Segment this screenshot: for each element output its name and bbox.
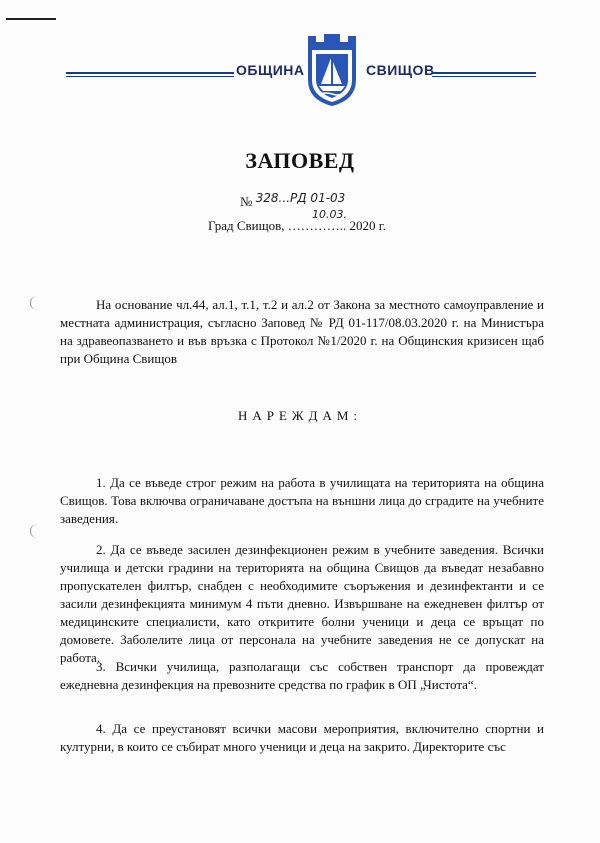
order-item-text: 2. Да се въведе засилен дезинфекционен режим в учебните заведения. Всички училища и детски градини на територията на община Свищов да въведат незабавно пропускателен филтър, снабден с необходимите съоръжения и дезинфектанти и се засили дезинфекцията минимум 4 пъти дневно. Извършване на ежедневен филтър от медицинските специалисти, като откритите болни ученици и деца се връщат по домовете. Заболелите лица от персонала на учебните заведения не се допускат на работа. bbox=[60, 542, 544, 665]
scan-artifact bbox=[6, 18, 56, 20]
order-item-text: 3. Всички училища, разполагащи със собствен транспорт да провеждат ежедневна дезинфекция на превозните средства по график в ОП „Чистота“. bbox=[60, 659, 544, 692]
order-item-text: 1. Да се въведе строг режим на работа в училищата на територията на община Свищов. Това включва ограничаване достъпа на външни лица до сградите на учебните заведения. bbox=[60, 475, 544, 526]
city-date-line bbox=[208, 208, 386, 234]
order-item bbox=[60, 474, 544, 528]
order-item-text: 4. Да се преустановят всички масови мероприятия, включително спортни и културни, в които се събират много ученици и деца на закрито. Директорите със bbox=[60, 721, 544, 754]
municipality-word: ОБЩИНА bbox=[236, 62, 305, 78]
order-item bbox=[60, 720, 544, 756]
letterhead-rule bbox=[66, 72, 234, 74]
punch-hole-mark bbox=[30, 296, 39, 310]
document-title: ЗАПОВЕД bbox=[245, 148, 355, 173]
letterhead bbox=[60, 28, 540, 108]
letterhead-rule bbox=[66, 76, 234, 77]
city-word: СВИЩОВ bbox=[366, 62, 435, 78]
basis-paragraph bbox=[60, 296, 544, 368]
letterhead-rule bbox=[432, 72, 536, 74]
municipality-crest-icon bbox=[304, 28, 360, 108]
city-date-text: Град Свищов, ………….. 2020 г. bbox=[208, 218, 386, 233]
order-heading: НАРЕЖДАМ: bbox=[237, 408, 363, 423]
order-item bbox=[60, 658, 544, 694]
basis-text: На основание чл.44, ал.1, т.1, т.2 и ал.2 от Закона за местното самоуправление и местната администрация, съгласно Заповед № РД 01-117/08.03.2020 г. на Министъра на здравеопазването и във връзка с Протокол №1/2020 г. на Общинския кризисен щаб при Община Свищов bbox=[60, 297, 544, 366]
handwritten-date: 10.03. bbox=[312, 208, 347, 221]
handwritten-number: 328...РД 01-03 bbox=[255, 191, 346, 205]
punch-hole-mark bbox=[30, 524, 39, 538]
letterhead-rule bbox=[432, 76, 536, 77]
order-item bbox=[60, 541, 544, 667]
number-prefix: № bbox=[240, 194, 253, 209]
